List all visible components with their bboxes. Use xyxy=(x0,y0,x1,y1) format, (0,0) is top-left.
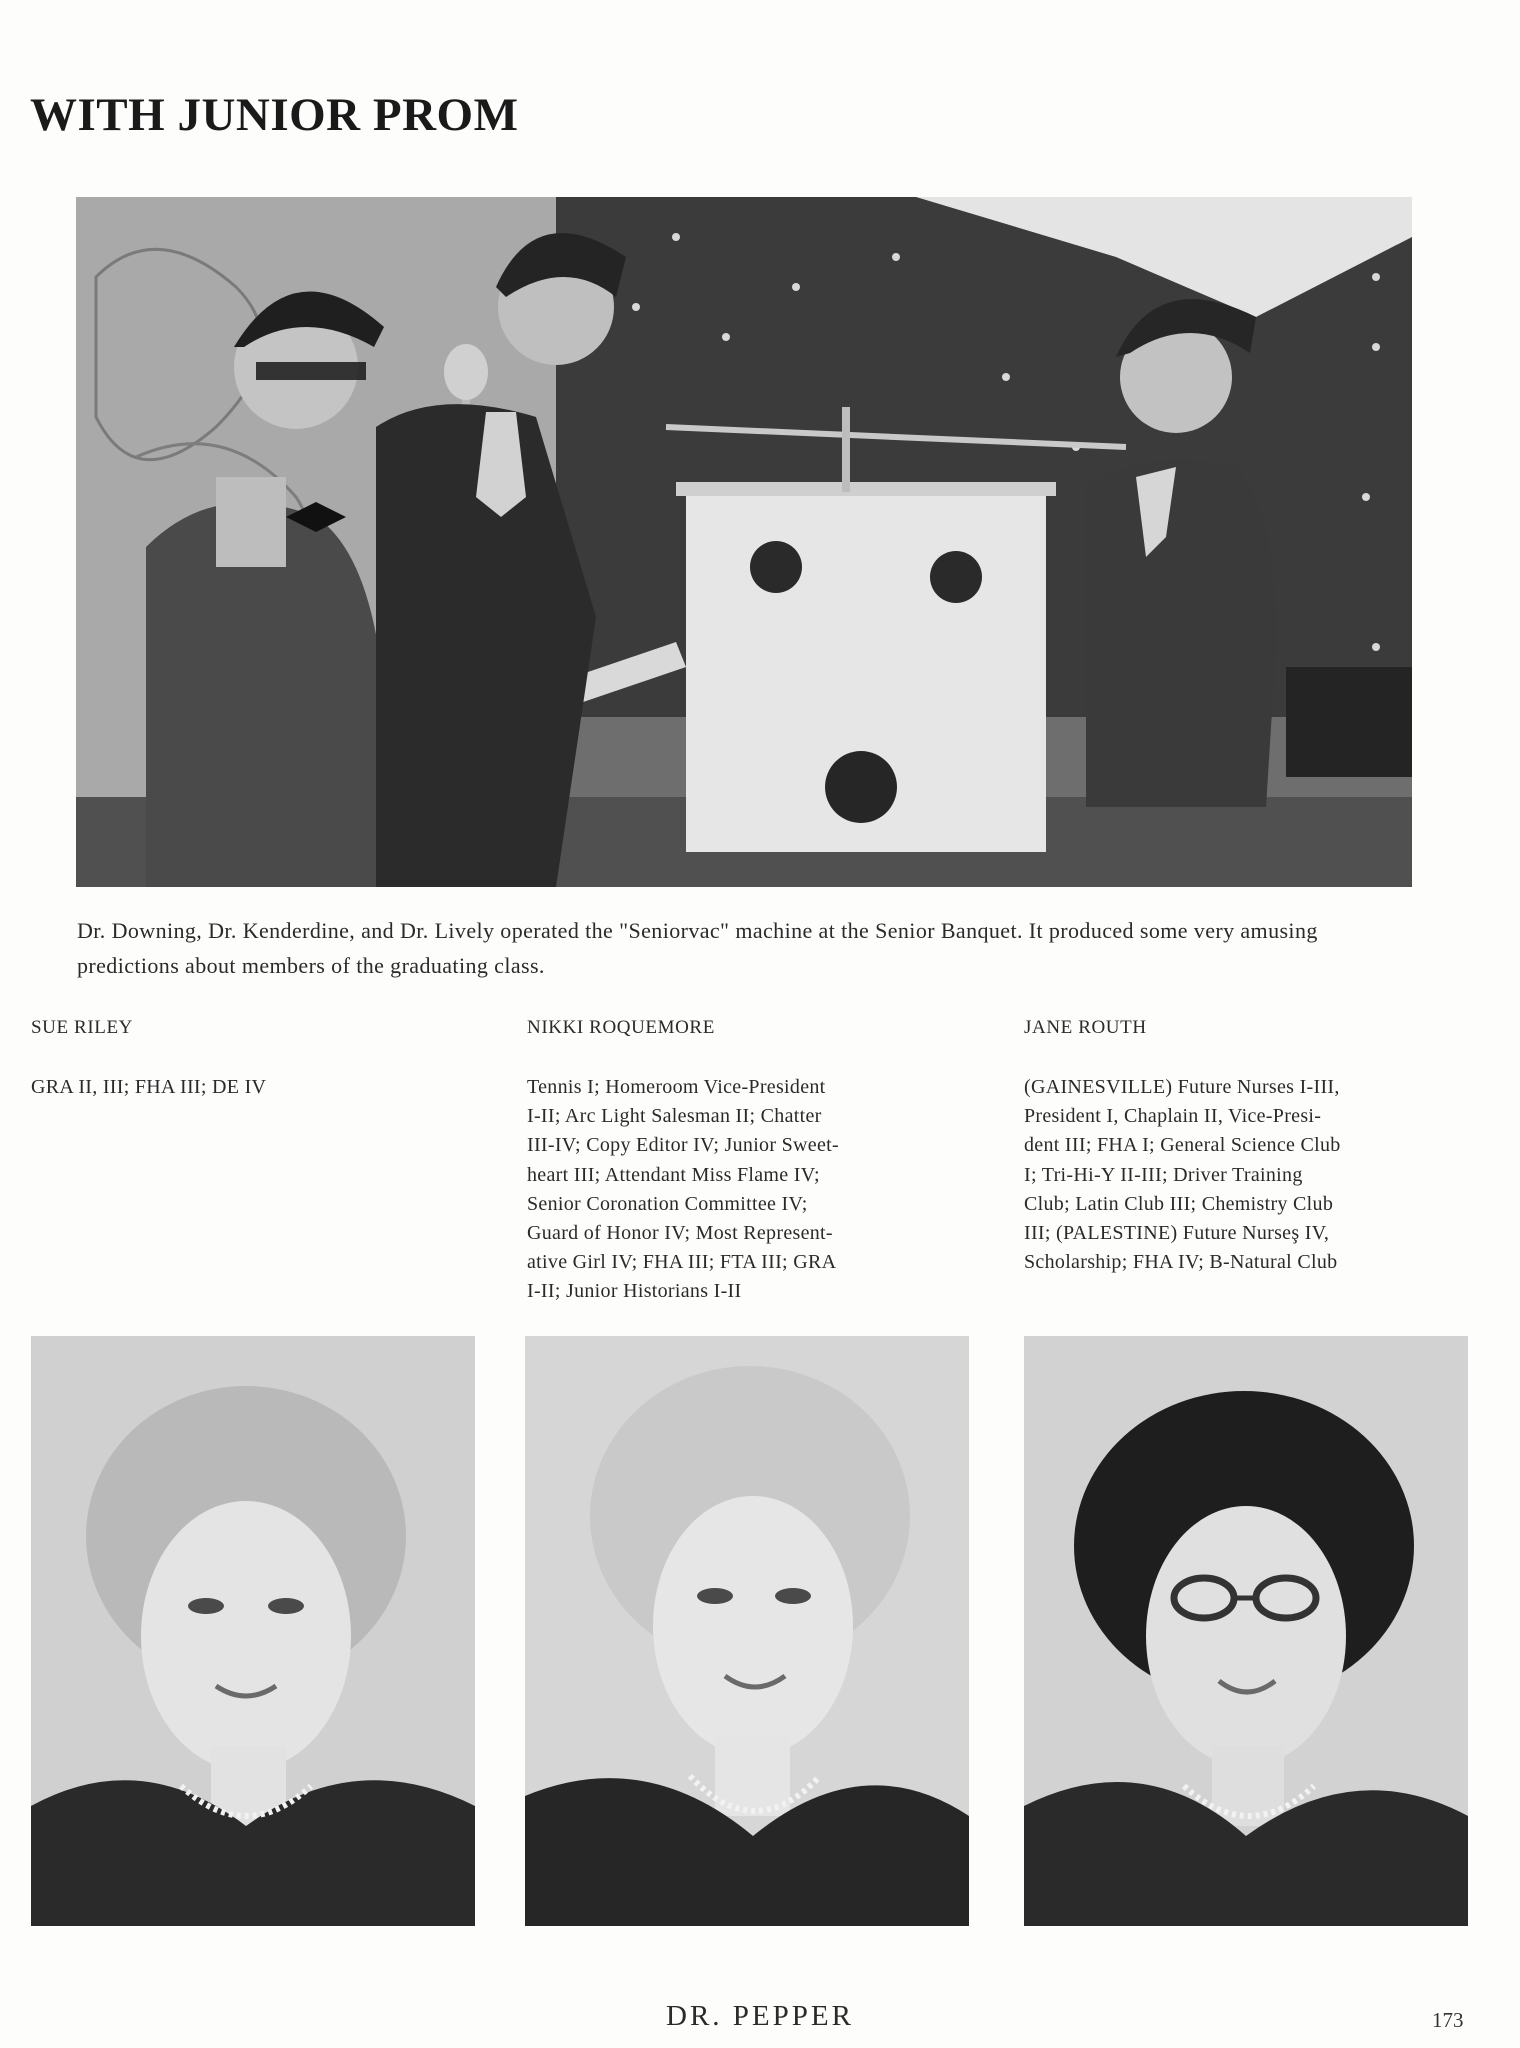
senior-name-3: JANE ROUTH xyxy=(1024,1017,1147,1038)
banquet-photo xyxy=(76,197,1412,887)
portrait-1 xyxy=(31,1336,475,1926)
portrait-3 xyxy=(1024,1336,1468,1926)
senior-activities-2: Tennis I; Homeroom Vice-President I-II; Arc Light Salesman II; Chatter III-IV; Copy Editor IV; Junior Sweet- heart III; Attendant Miss Flame IV; Senior Coronation Committee IV; Guard of Honor IV; Most Represent- ative Girl IV; FHA III; FTA III; GRA I-II; Junior Historians I-II xyxy=(527,1076,839,1303)
portrait-2 xyxy=(525,1336,969,1926)
footer-title: DR. PEPPER xyxy=(666,2000,854,2032)
page-heading: WITH JUNIOR PROM xyxy=(30,89,519,141)
senior-activities-3: (GAINESVILLE) Future Nurses I-III, President I, Chaplain II, Vice-Presi- dent III; FHA I; General Science Club I; Tri-Hi-Y II-III; Driver Training Club; Latin Club III; Chemistry Club III; (PALESTINE) Future Nurseş IV, Scholarship; FHA IV; B-Natural Club xyxy=(1024,1076,1341,1274)
page-number: 173 xyxy=(1432,2008,1464,2032)
photo-caption: Dr. Downing, Dr. Kenderdine, and Dr. Lively operated the "Seniorvac" machine at the Senior Banquet. It produced some very amusing predictions about members of the graduating class. xyxy=(77,918,1318,978)
senior-activities-1: GRA II, III; FHA III; DE IV xyxy=(31,1076,267,1098)
senior-name-2: NIKKI ROQUEMORE xyxy=(527,1017,715,1038)
senior-name-1: SUE RILEY xyxy=(31,1017,133,1038)
